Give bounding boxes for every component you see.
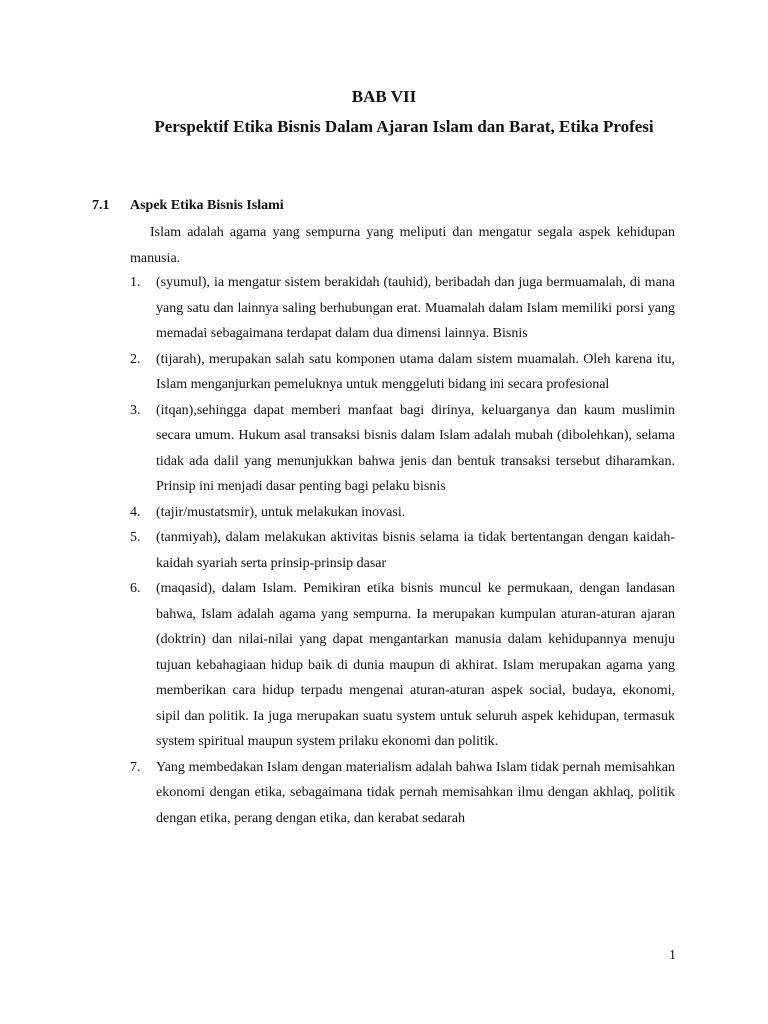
intro-paragraph: Islam adalah agama yang sempurna yang meliputi dan mengatur segala aspek kehidupan manusia. bbox=[130, 225, 675, 266]
list-item bbox=[130, 270, 675, 347]
list-item bbox=[130, 398, 675, 500]
list-item-text: (syumul), ia mengatur sistem berakidah (tauhid), beribadah dan juga bermuamalah, di mana yang satu dan lainnya saling berhubungan erat. Muamalah dalam Islam memiliki porsi yang memadai sebagaimana terdapat dalam dua dimensi lainnya. Bisnis bbox=[156, 275, 675, 341]
list-marker: 6. bbox=[130, 581, 141, 596]
list-item-text: (tijarah), merupakan salah satu komponen utama dalam sistem muamalah. Oleh karena itu, Islam menganjurkan pemeluknya untuk menggeluti bidang ini secara profesional bbox=[156, 351, 675, 392]
list-marker: 5. bbox=[130, 530, 141, 545]
list-item-text: Yang membedakan Islam dengan materialism adalah bahwa Islam tidak pernah memisahkan ekonomi dengan etika, sebagaimana tidak pernah memisahkan ilmu dengan akhlaq, politik dengan etika, perang dengan etika, dan kerabat sedarah bbox=[156, 759, 675, 826]
list-item-text: (maqasid), dalam Islam. Pemikiran etika bisnis muncul ke permukaan, dengan landasan bahwa, Islam adalah agama yang sempurna. Ia merupakan kumpulan aturan-aturan ajaran (doktrin) dan nilai-nilai yang dapat mengantarkan manusia dalam kehidupannya menuju tujuan kebahagiaan hidup baik di dunia maupun di akhirat. Islam merupakan agama yang memberikan cara hidup terpadu mengenai aturan-aturan aspek social, budaya, ekonomi, sipil dan politik. Ia juga merupakan suatu system untuk seluruh aspek kehidupan, termasuk system spiritual maupun system prilaku ekonomi dan politik. bbox=[156, 581, 675, 749]
list-marker: 3. bbox=[130, 402, 141, 418]
list-marker: 7. bbox=[130, 759, 141, 775]
list-item bbox=[130, 576, 675, 755]
list-marker: 4. bbox=[130, 504, 141, 520]
list-item bbox=[130, 755, 675, 832]
section-number: 7.1 bbox=[92, 198, 110, 213]
list-item-text: (tanmiyah), dalam melakukan aktivitas bisnis selama ia tidak bertentangan dengan kaidah-kaidah syariah serta prinsip-prinsip dasar bbox=[156, 530, 675, 571]
page-number: 1 bbox=[669, 948, 676, 963]
section-title: Aspek Etika Bisnis Islami bbox=[130, 198, 284, 213]
list-marker: 2. bbox=[130, 351, 141, 367]
list-item bbox=[130, 525, 675, 576]
list-item-text: (itqan),sehingga dapat memberi manfaat bagi dirinya, keluarganya dan kaum muslimin secara umum. Hukum asal transaksi bisnis dalam Islam adalah mubah (dibolehkan), selama tidak ada dalil yang menunjukkan bahwa jenis dan bentuk transaksi tersebut diharamkan. Prinsip ini menjadi dasar penting bagi pelaku bisnis bbox=[156, 402, 675, 494]
list-item-text: (tajir/mustatsmir), untuk melakukan inovasi. bbox=[156, 504, 406, 520]
numbered-list bbox=[130, 270, 675, 831]
list-item bbox=[130, 500, 675, 526]
chapter-heading: BAB VII bbox=[351, 87, 417, 106]
chapter-title: Perspektif Etika Bisnis Dalam Ajaran Islam dan Barat, Etika Profesi bbox=[154, 117, 654, 136]
list-marker: 1. bbox=[130, 275, 141, 290]
list-item bbox=[130, 347, 675, 398]
